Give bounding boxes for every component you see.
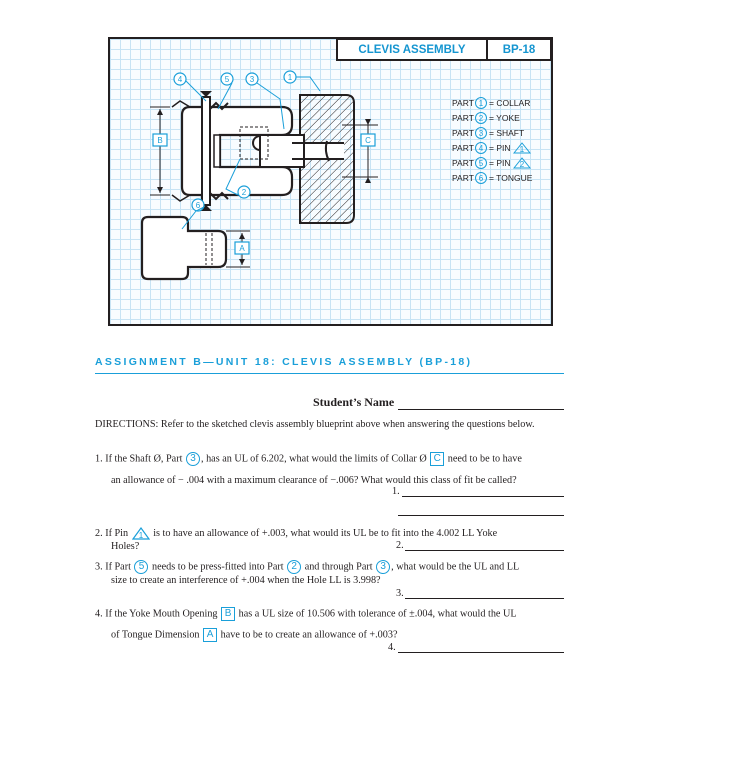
part-ref-2: 2 bbox=[287, 560, 301, 574]
part-label: PART bbox=[452, 113, 474, 123]
part-num: 6 bbox=[478, 174, 484, 183]
answer-1-label: 1. bbox=[392, 486, 400, 497]
part-name: = YOKE bbox=[489, 113, 520, 123]
blueprint-sketch bbox=[108, 37, 553, 326]
part-ref-5: 5 bbox=[134, 560, 148, 574]
part-num: 2 bbox=[478, 114, 484, 123]
question-1-line-1: 1. If the Shaft Ø, Part 3 , has an UL of 6.202, what would the limits of Collar Ø C need to be to have bbox=[95, 453, 522, 465]
part-label: PART bbox=[452, 98, 474, 108]
question-2-line-1: 2. If Pin 1 is to have an allowance of +.003, what would its UL be to fit into the 4.002 LL Yoke bbox=[95, 528, 498, 541]
question-3-line-2: size to create an interference of +.004 when the Hole LL is 3.998? bbox=[111, 575, 381, 586]
student-name-label: Student’s Name bbox=[313, 395, 395, 409]
question-number: 3. bbox=[95, 561, 103, 573]
part-label: PART bbox=[452, 128, 474, 138]
answer-2-field[interactable] bbox=[405, 550, 564, 551]
part-num: 3 bbox=[478, 129, 484, 138]
parts-list bbox=[452, 98, 533, 184]
question-number: 4. bbox=[95, 608, 103, 620]
directions: DIRECTIONS: Refer to the sketched clevis assembly blueprint above when answering the questions below. bbox=[95, 419, 535, 430]
pin-flag-1-num: 1 bbox=[138, 531, 143, 541]
parts-list-row-5 bbox=[452, 158, 530, 170]
dimension-ref-c: C bbox=[430, 452, 444, 466]
part-num: 5 bbox=[478, 159, 484, 168]
part-label: PART bbox=[452, 158, 474, 168]
callout-4-num: 4 bbox=[177, 75, 183, 84]
blueprint-code: BP-18 bbox=[502, 43, 536, 56]
parts-list-row-1 bbox=[452, 98, 530, 109]
part-ref-3: 3 bbox=[186, 452, 200, 466]
parts-list-row-4 bbox=[452, 143, 530, 155]
parts-list-row-3 bbox=[452, 128, 524, 139]
part-name: = TONGUE bbox=[489, 173, 533, 183]
callout-1-num: 1 bbox=[287, 73, 293, 82]
answer-1-field-a[interactable] bbox=[402, 496, 564, 497]
part-name: = COLLAR bbox=[489, 98, 531, 108]
question-number: 1. bbox=[95, 453, 103, 465]
dimension-b-label: B bbox=[157, 136, 163, 145]
blueprint-title: CLEVIS ASSEMBLY bbox=[338, 40, 488, 59]
dimension-c-label: C bbox=[365, 136, 371, 145]
parts-list-row-2 bbox=[452, 113, 520, 124]
flag-num: 2 bbox=[519, 160, 525, 169]
dimension-a-label: A bbox=[239, 244, 245, 253]
part-name: = PIN bbox=[489, 143, 511, 153]
part-name: = PIN bbox=[489, 158, 511, 168]
question-4-line-1: 4. If the Yoke Mouth Opening B has a UL size of 10.506 with tolerance of ±.004, what would the UL bbox=[95, 608, 517, 620]
pin-4-shape bbox=[202, 97, 210, 205]
dimension-ref-a: A bbox=[203, 628, 217, 642]
clevis-assembly-drawing bbox=[110, 39, 551, 324]
pin-flag-1-icon bbox=[132, 527, 150, 540]
student-name-field[interactable] bbox=[398, 409, 564, 410]
flag-num: 1 bbox=[519, 145, 525, 154]
callout-3-num: 3 bbox=[249, 75, 255, 84]
callout-5-num: 5 bbox=[224, 75, 230, 84]
part-label: PART bbox=[452, 143, 474, 153]
question-number: 2. bbox=[95, 528, 103, 539]
answer-3-label: 3. bbox=[396, 588, 404, 599]
part-num: 1 bbox=[478, 99, 484, 108]
answer-4-label: 4. bbox=[388, 642, 396, 653]
part-label: PART bbox=[452, 173, 474, 183]
callout-6-num: 6 bbox=[195, 201, 201, 210]
title-block bbox=[336, 38, 552, 61]
dimension-ref-b: B bbox=[221, 607, 235, 621]
answer-4-field[interactable] bbox=[398, 652, 564, 653]
question-1-line-2: an allowance of − .004 with a maximum clearance of −.006? What would this class of fit be called? bbox=[111, 475, 517, 486]
part-ref-3: 3 bbox=[376, 560, 390, 574]
part-name: = SHAFT bbox=[489, 128, 525, 138]
part-num: 4 bbox=[478, 144, 484, 153]
answer-3-field[interactable] bbox=[405, 598, 564, 599]
answer-2-label: 2. bbox=[396, 540, 404, 551]
callout-2-num: 2 bbox=[241, 188, 247, 197]
parts-list-row-6 bbox=[452, 173, 533, 184]
answer-1-field-b[interactable] bbox=[398, 515, 564, 516]
question-3-line-1: 3. If Part 5 needs to be press-fitted into Part 2 and through Part 3 , what would be the UL and LL bbox=[95, 561, 520, 573]
assignment-heading: ASSIGNMENT B—UNIT 18: CLEVIS ASSEMBLY (BP-18) bbox=[95, 356, 564, 374]
shaft-shape bbox=[260, 135, 304, 167]
question-2-line-2: Holes? bbox=[111, 541, 140, 552]
question-4-line-2: of Tongue Dimension A have to be to create an allowance of +.003? bbox=[111, 629, 398, 641]
